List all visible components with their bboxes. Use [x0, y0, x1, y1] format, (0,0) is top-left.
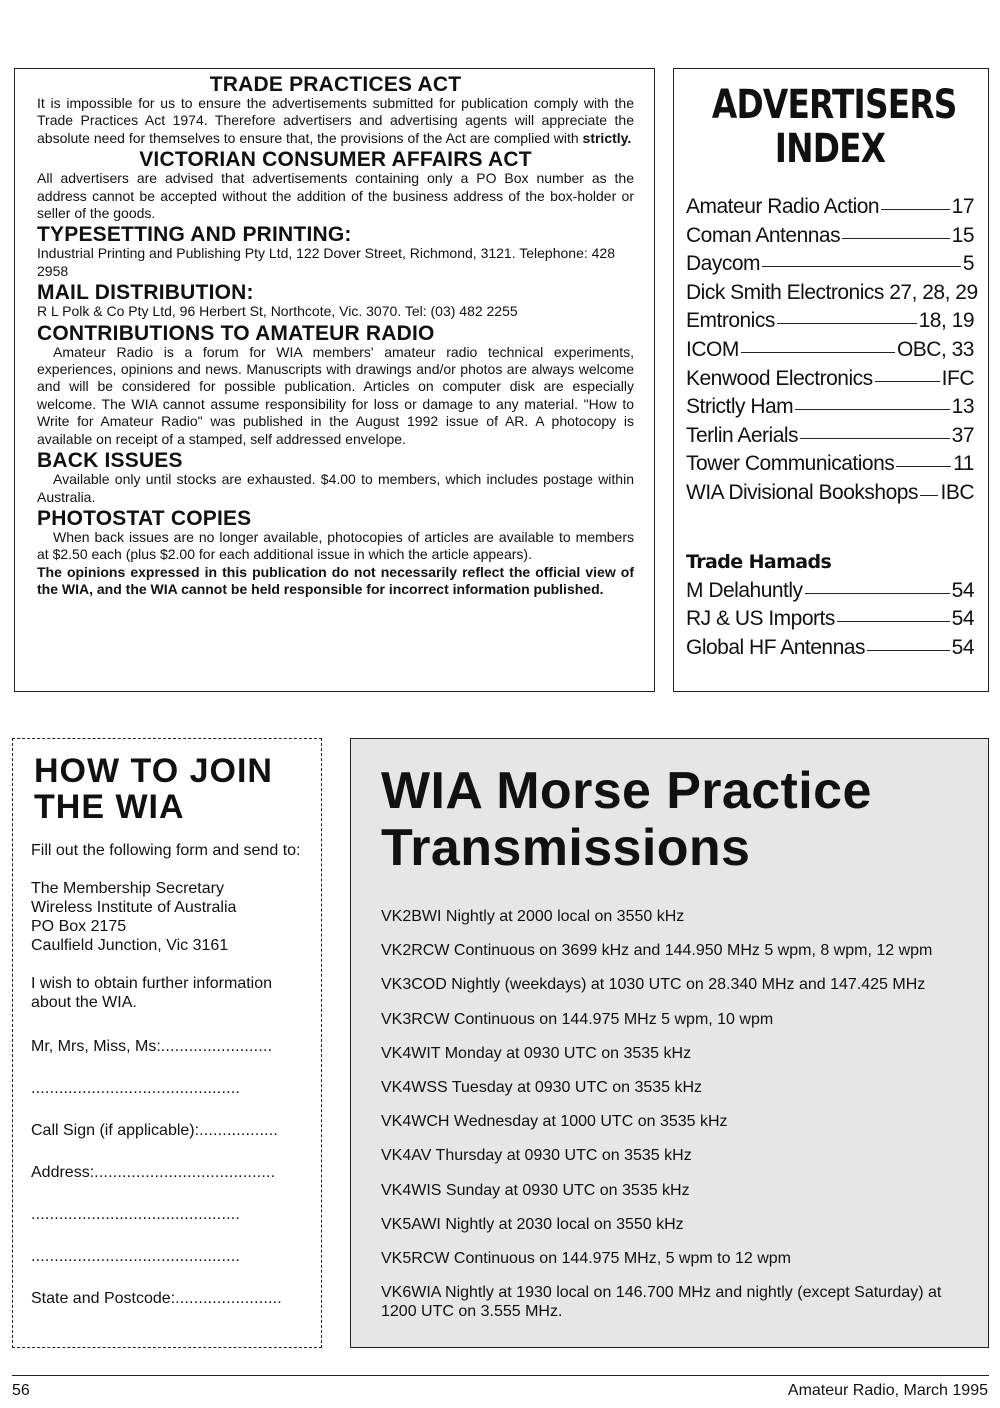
hamad-name: M Delahuntly — [686, 578, 803, 602]
page-number: 56 — [12, 1382, 30, 1399]
hamad-page: 54 — [951, 578, 974, 602]
advertisers-list — [686, 193, 978, 508]
morse-schedule-item: VK2BWI Nightly at 2000 local on 3550 kHz — [381, 908, 685, 925]
advertiser-page: 5 — [962, 252, 974, 276]
disclaimer-text: The opinions expressed in this publication do not necessarily reflect the official view of the WIA, and the WIA cannot be held responsible for incorrect information published. — [37, 563, 634, 598]
morse-schedule-item: VK3RCW Continuous on 144.975 MHz 5 wpm, 10 wpm — [381, 1010, 774, 1028]
trade-practices-text: It is impossible for us to ensure the advertisements submitted for publication comply with the Trade Practices Act 1974. Therefore advertisers and advertising agents will appreciate the absolute need for themselves to ensure that, the provisions of the Act are complied with strictly. — [37, 95, 634, 146]
name-field-label: Mr, Mrs, Miss, Ms: — [31, 1038, 161, 1055]
typesetting-text: Industrial Printing and Publishing Pty Ltd, 122 Dover Street, Richmond, 3121. Telephone: 428 2958 — [37, 245, 615, 279]
morse-schedule-item: VK4WIT Monday at 0930 UTC on 3535 kHz — [381, 1044, 692, 1062]
leader-line — [800, 438, 950, 439]
advertisers-title-line1: ADVERTISERS — [711, 82, 957, 128]
hamad-page: 54 — [951, 635, 974, 659]
morse-schedule-item: VK6WIA Nightly at 1930 local on 146.700 MHz and nightly (except Saturday) at 1200 UTC on 3.555 MHz. — [381, 1284, 942, 1321]
morse-schedule-item: VK4AV Thursday at 0930 UTC on 3535 kHz — [381, 1147, 692, 1165]
advertisers-index-box — [673, 68, 989, 692]
advertiser-row — [686, 193, 974, 222]
address-line: PO Box 2175 — [31, 918, 127, 935]
advertiser-row — [686, 393, 974, 422]
morse-schedule-item: VK4WSS Tuesday at 0930 UTC on 3535 kHz — [381, 1078, 703, 1096]
trade-practices-heading: TRADE PRACTICES ACT — [209, 73, 462, 96]
morse-schedule-item: VK3COD Nightly (weekdays) at 1030 UTC on 28.340 MHz and 147.425 MHz — [381, 976, 926, 994]
leader-line — [867, 650, 950, 651]
advertiser-row — [686, 307, 974, 336]
advertiser-name: WIA Divisional Bookshops — [686, 480, 918, 504]
hamad-row — [686, 605, 974, 634]
join-title-line2: THE WIA — [34, 788, 185, 826]
contributions-heading: CONTRIBUTIONS TO AMATEUR RADIO — [37, 321, 435, 345]
call-sign-label: Call Sign (if applicable): — [31, 1122, 200, 1139]
leader-line — [762, 266, 961, 267]
advertiser-name: ICOM — [686, 337, 739, 361]
advertiser-page: 15 — [951, 223, 974, 247]
advertiser-name: Amateur Radio Action — [686, 195, 880, 218]
join-wia-form — [12, 738, 322, 1348]
consumer-affairs-text: All advertisers are advised that advertisements containing only a PO Box number as the address cannot be accepted without the addition of the business address of the box-holder or seller of the goods. — [37, 170, 634, 222]
advertiser-page: IBC — [940, 480, 974, 504]
advertiser-name: Coman Antennas — [686, 223, 841, 247]
mail-distribution-text: R L Polk & Co Pty Ltd, 96 Herbert St, Northcote, Vic. 3070. Tel: (03) 482 2255 — [37, 303, 518, 320]
morse-schedule-item: VK5AWI Nightly at 2030 local on 3550 kHz — [381, 1215, 684, 1233]
advertiser-row — [686, 422, 974, 451]
contributions-text: Amateur Radio is a forum for WIA members' amateur radio technical experiments, experiences, opinions and news. Manuscripts with drawings and/or photos are always welcome and will be considered for possible publication. Articles on computer disk are especially welcome. The WIA cannot assume responsibility for loss or damage to any material. "How to Write for Amateur Radio" was published in the August 1992 issue of AR. A photocopy is available on receipt of a stamped, self addressed envelope. — [37, 343, 634, 447]
address-line: The Membership Secretary — [31, 880, 224, 897]
advertiser-name: Strictly Ham — [686, 395, 794, 419]
advertisers-title-line2: INDEX — [774, 126, 886, 172]
address-line: Wireless Institute of Australia — [31, 899, 237, 916]
publication-info: Amateur Radio, March 1995 — [787, 1382, 988, 1399]
advertiser-page: 11 — [953, 452, 974, 476]
leader-line — [777, 323, 917, 324]
strictly-emphasis: strictly. — [582, 129, 632, 146]
state-postcode-field[interactable]: State and Postcode:....................... — [31, 1290, 282, 1307]
advertiser-row — [686, 365, 974, 394]
hamad-page: 54 — [951, 607, 974, 631]
advertiser-row — [686, 336, 974, 365]
leader-line — [920, 495, 939, 496]
advertiser-row — [686, 279, 978, 308]
morse-practice-box — [350, 738, 989, 1348]
morse-schedule-item: VK2RCW Continuous on 3699 kHz and 144.950 MHz 5 wpm, 8 wpm, 12 wpm — [381, 942, 933, 960]
advertiser-name: Terlin Aerials — [686, 423, 799, 447]
leader-line — [795, 409, 949, 410]
state-postcode-label: State and Postcode: — [31, 1290, 176, 1307]
photostat-text: When back issues are no longer available, photocopies of articles are available to members at $2.50 each (plus $2.00 for each additional issue in which the article appears). — [37, 528, 634, 563]
morse-title-line1: WIA Morse Practice — [381, 762, 872, 820]
join-title — [34, 753, 309, 825]
hamad-name: Global HF Antennas — [686, 635, 865, 659]
advertiser-row — [686, 222, 974, 251]
advertisers-index-title — [711, 82, 957, 172]
address-field-continued[interactable]: ............................................. — [31, 1248, 241, 1265]
mail-distribution-heading: MAIL DISTRIBUTION: — [37, 281, 254, 305]
advertiser-name: Daycom — [686, 252, 761, 276]
morse-schedule-item: VK5RCW Continuous on 144.975 MHz, 5 wpm to 12 wpm — [381, 1249, 791, 1267]
name-field-continued[interactable]: ............................................. — [31, 1080, 241, 1097]
advertiser-page: 13 — [951, 395, 974, 419]
advertiser-name: Dick Smith Electronics 27, 28, 29 — [686, 280, 978, 304]
advertiser-row — [686, 450, 974, 479]
advertiser-page: 18, 19 — [918, 309, 974, 333]
trade-hamads-list — [686, 577, 974, 663]
leader-line — [837, 621, 950, 622]
advertiser-page: IFC — [941, 366, 974, 390]
trade-hamads-heading: Trade Hamads — [686, 550, 832, 573]
morse-title — [381, 763, 974, 877]
leader-line — [896, 466, 951, 467]
advertiser-page: 17 — [951, 195, 974, 218]
address-field-continued[interactable]: ............................................. — [31, 1206, 241, 1223]
advertiser-name: Tower Communications — [686, 452, 895, 476]
join-title-line1: HOW TO JOIN — [34, 752, 273, 790]
back-issues-text: Available only until stocks are exhausted. $4.00 to members, which includes postage within Australia. — [37, 471, 634, 505]
morse-title-line2: Transmissions — [381, 819, 751, 877]
footer-divider — [12, 1375, 989, 1376]
typesetting-heading: TYPESETTING AND PRINTING: — [37, 223, 352, 247]
advertiser-row — [686, 479, 974, 508]
hamad-row — [686, 634, 974, 663]
leader-line — [842, 238, 950, 239]
leader-line — [875, 381, 940, 382]
leader-line — [881, 209, 950, 210]
advertiser-name: Kenwood Electronics — [686, 366, 873, 390]
advertiser-row — [686, 250, 974, 279]
join-info-text: I wish to obtain further information about the WIA. — [31, 975, 273, 1011]
trade-practices-box — [14, 68, 655, 692]
advertiser-name: Emtronics — [686, 309, 775, 333]
advertiser-page: 37 — [951, 423, 974, 447]
back-issues-heading: BACK ISSUES — [37, 449, 183, 473]
name-field[interactable]: Mr, Mrs, Miss, Ms:........................ — [31, 1038, 273, 1055]
morse-schedule-item: VK4WIS Sunday at 0930 UTC on 3535 kHz — [381, 1181, 690, 1199]
photostat-heading: PHOTOSTAT COPIES — [37, 506, 252, 530]
hamad-name: RJ & US Imports — [686, 607, 835, 631]
call-sign-field[interactable]: Call Sign (if applicable):................. — [31, 1122, 279, 1139]
address-label: Address: — [31, 1164, 95, 1181]
advertiser-page: OBC, 33 — [896, 337, 974, 361]
leader-line — [805, 593, 950, 594]
join-intro: Fill out the following form and send to: — [31, 842, 301, 859]
morse-schedule-item: VK4WCH Wednesday at 1000 UTC on 3535 kHz — [381, 1113, 728, 1131]
address-line: Caulfield Junction, Vic 3161 — [31, 937, 229, 954]
hamad-row — [686, 577, 974, 606]
consumer-affairs-heading: VICTORIAN CONSUMER AFFAIRS ACT — [139, 148, 532, 172]
address-field[interactable]: Address:....................................... — [31, 1164, 276, 1181]
leader-line — [741, 352, 895, 353]
